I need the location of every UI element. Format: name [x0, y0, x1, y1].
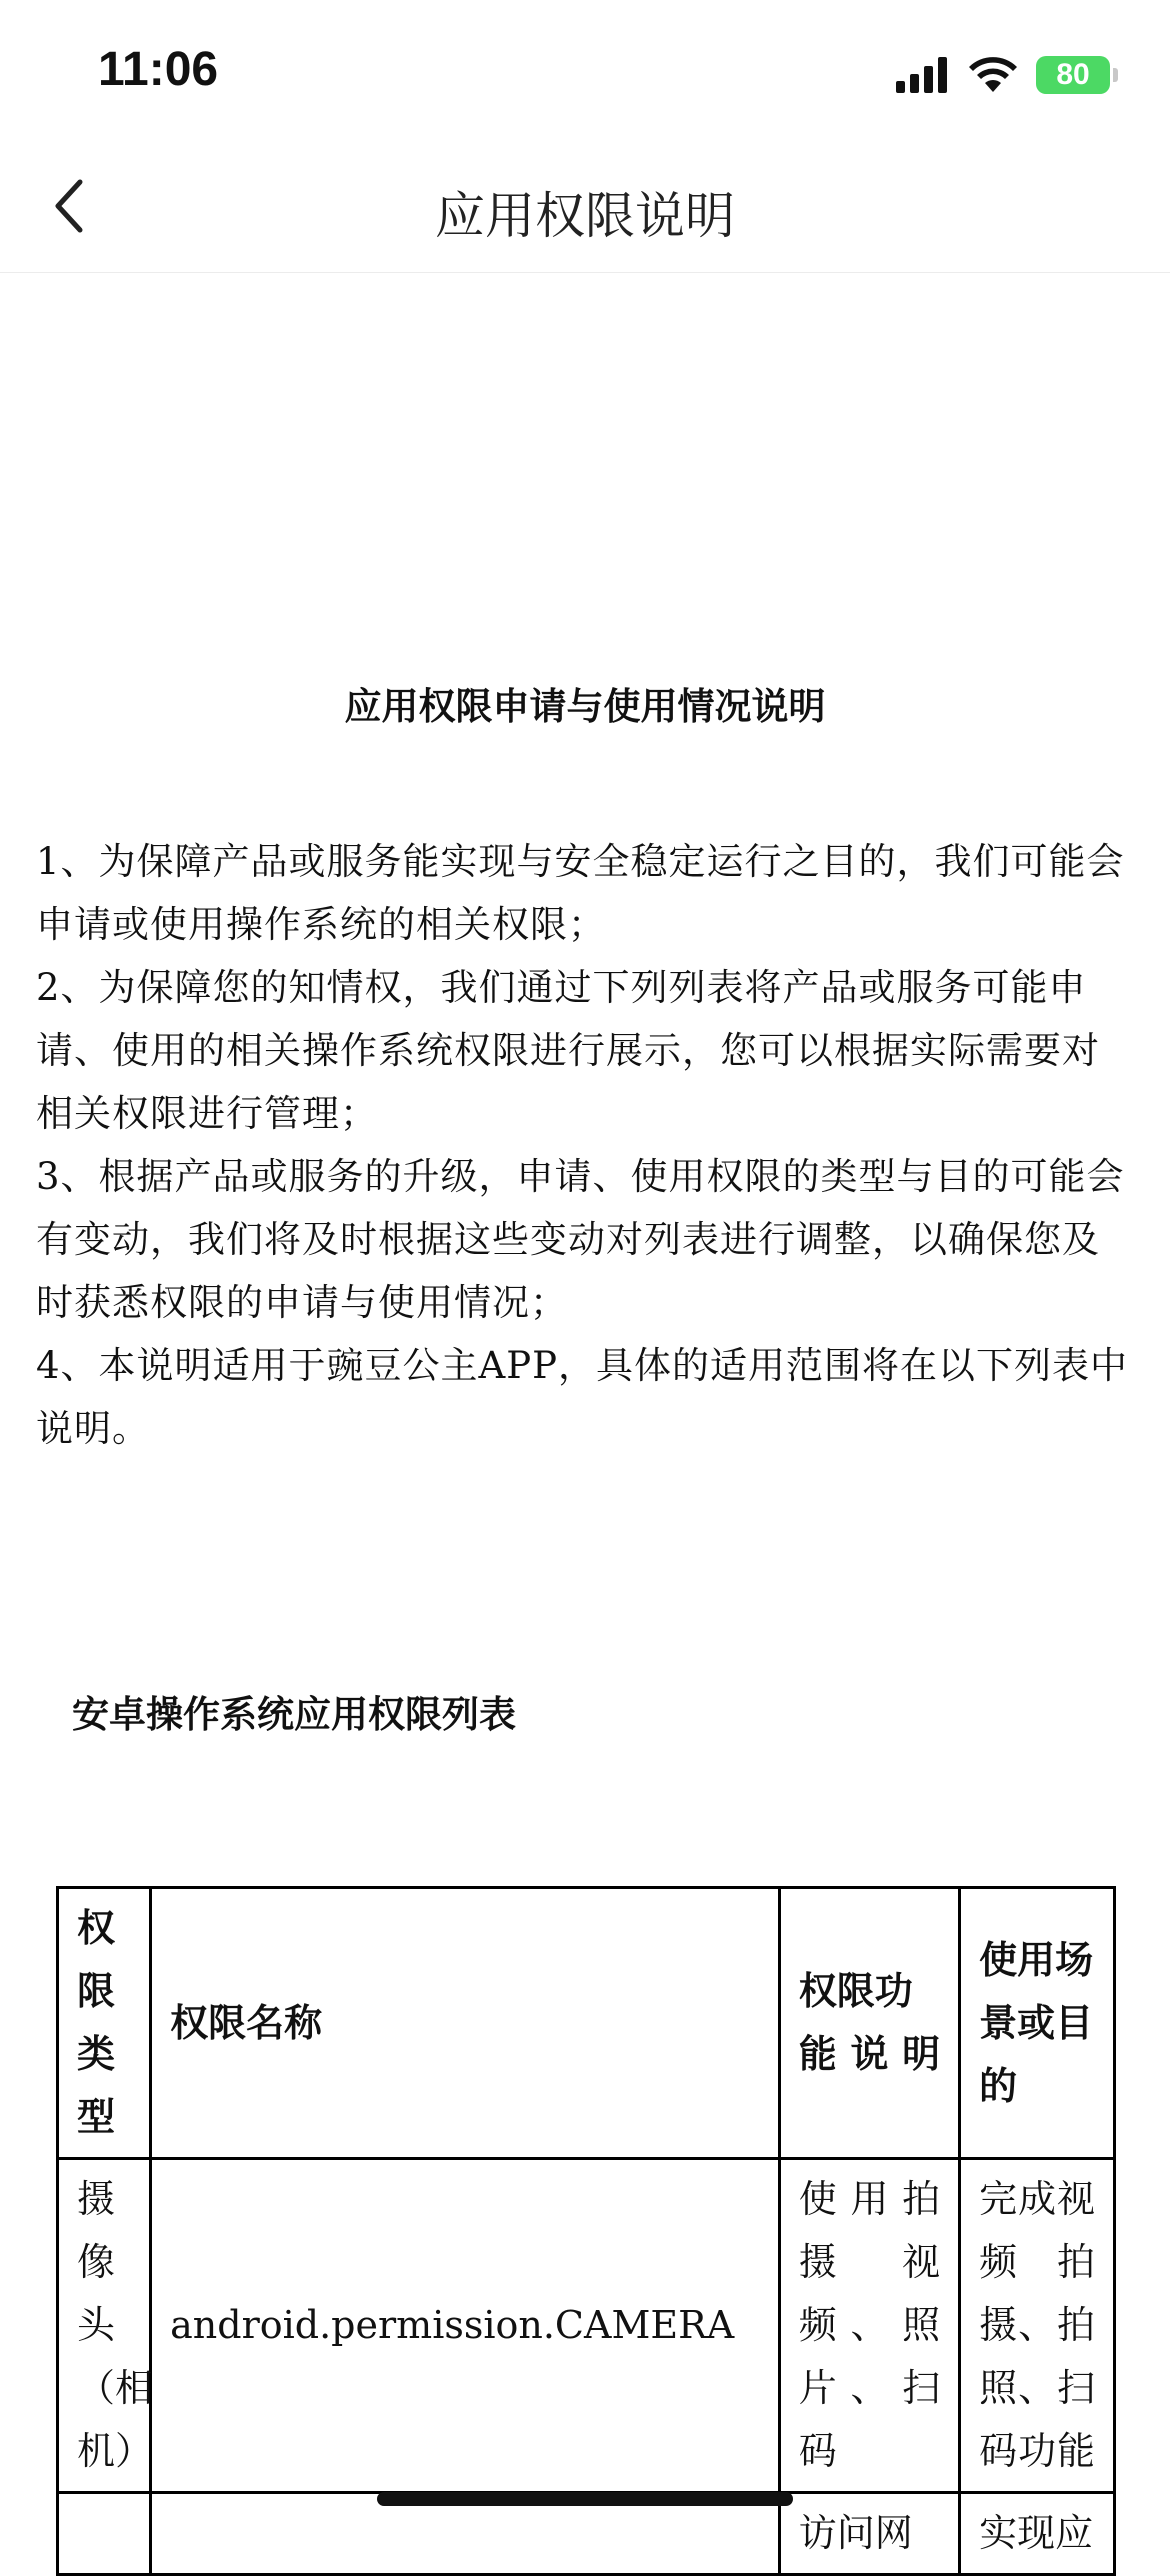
- header-purpose: 使用场景或目的: [960, 1888, 1115, 2159]
- paragraph-1: 1、为保障产品或服务能实现与安全稳定运行之目的，我们可能会申请或使用操作系统的相关权限；: [36, 840, 1125, 946]
- header-type: 权限类型: [58, 1888, 151, 2159]
- cell-function: 访问网: [779, 2493, 959, 2575]
- cell-function: 使用拍摄视频、照片、扫码: [779, 2159, 959, 2493]
- permissions-table: [56, 1886, 1116, 2576]
- status-time: 11:06: [98, 43, 219, 96]
- paragraph-3: 3、根据产品或服务的升级，申请、使用权限的类型与目的可能会有变动，我们将及时根据这些变动对列表进行调整，以确保您及时获悉权限的申请与使用情况；: [36, 1155, 1125, 1324]
- page-title: 应用权限说明: [435, 187, 735, 245]
- cell-name: android.permission.CAMERA: [151, 2159, 780, 2493]
- cell-purpose: 完成视频拍摄、拍照、扫码功能: [960, 2159, 1115, 2493]
- section-title: 安卓操作系统应用权限列表: [72, 1693, 516, 1736]
- status-icons: [896, 50, 1110, 100]
- paragraph-4: 4、本说明适用于豌豆公主APP，具体的适用范围将在以下列表中说明。: [36, 1344, 1129, 1450]
- paragraph-2: 2、为保障您的知情权，我们通过下列列表将产品或服务可能申请、使用的相关操作系统权限进行展示，您可以根据实际需要对相关权限进行管理；: [36, 966, 1100, 1135]
- wifi-icon: [968, 56, 1018, 94]
- signal-icon: [896, 57, 950, 93]
- battery-cap: [1113, 68, 1118, 82]
- header-function: 权限功能说明: [779, 1888, 959, 2159]
- cell-purpose: 实现应: [960, 2493, 1115, 2575]
- status-bar: [0, 0, 1170, 140]
- home-indicator[interactable]: [377, 2492, 793, 2506]
- nav-bar: [0, 140, 1170, 273]
- table-row: [58, 2159, 1115, 2493]
- table-header-row: [58, 1888, 1115, 2159]
- battery-level: 80: [1056, 58, 1090, 91]
- cell-type: [58, 2493, 151, 2575]
- header-name: 权限名称: [151, 1888, 780, 2159]
- cell-type: 摄像头（相机）: [58, 2159, 151, 2493]
- document-title: 应用权限申请与使用情况说明: [344, 685, 826, 728]
- battery-icon: [1036, 56, 1110, 94]
